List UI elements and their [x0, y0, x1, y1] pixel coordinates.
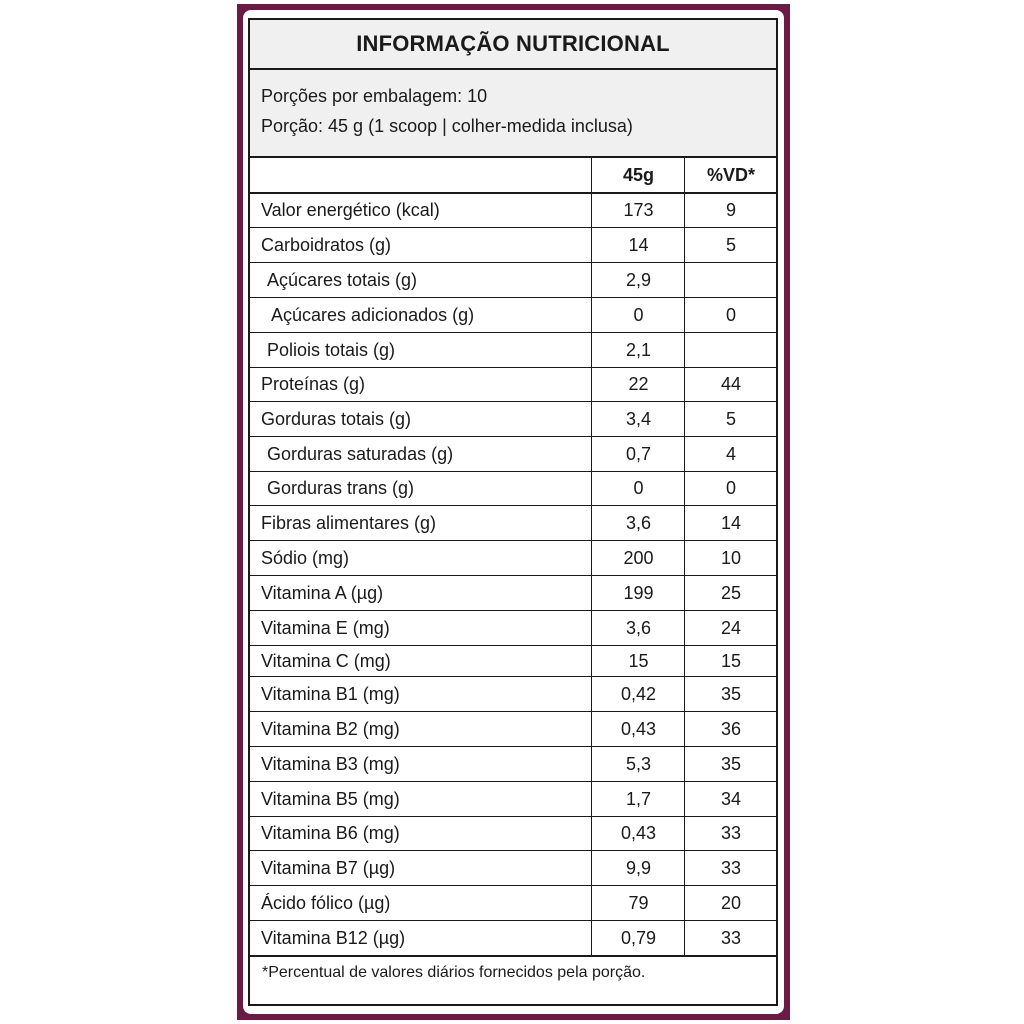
nutrient-daily-value: 34 [684, 782, 777, 816]
nutrient-name: Valor energético (kcal) [261, 200, 440, 220]
nutrient-amount: 0 [591, 298, 685, 332]
nutrient-daily-value [684, 333, 777, 367]
serving-size: Porção: 45 g (1 scoop | colher-medida inclusa) [261, 116, 633, 136]
nutrient-daily-value: 4 [684, 437, 777, 471]
table-row [250, 677, 776, 712]
nutrient-name: Açúcares adicionados (g) [271, 304, 475, 325]
nutrient-amount: 15 [591, 646, 685, 676]
table-row [250, 886, 776, 921]
nutrition-table [248, 18, 778, 1006]
portion-info [250, 70, 776, 158]
nutrient-amount: 200 [591, 541, 685, 575]
table-header-row [250, 158, 776, 194]
nutrient-name: Gorduras trans (g) [267, 478, 415, 498]
nutrient-amount: 5,3 [591, 747, 685, 781]
nutrient-amount: 2,1 [591, 333, 685, 367]
table-row [250, 576, 776, 611]
table-row [250, 506, 776, 541]
table-row [250, 298, 776, 333]
header-amount: 45g [591, 158, 685, 192]
nutrient-name: Vitamina B6 (mg) [261, 823, 400, 843]
nutrient-daily-value: 5 [684, 228, 777, 262]
nutrient-name: Carboidratos (g) [261, 234, 392, 255]
nutrient-daily-value: 0 [684, 298, 777, 332]
table-row [250, 402, 776, 437]
nutrient-name: Vitamina B12 (µg) [261, 927, 406, 948]
nutrient-amount: 173 [591, 194, 685, 227]
nutrient-daily-value [684, 263, 777, 297]
nutrient-amount: 3,6 [591, 506, 685, 540]
nutrient-amount: 14 [591, 228, 685, 262]
servings-per-package: Porções por embalagem: 10 [261, 86, 488, 106]
nutrient-daily-value: 35 [684, 747, 777, 781]
nutrient-daily-value: 5 [684, 402, 777, 436]
nutrient-daily-value: 9 [684, 194, 777, 227]
nutrient-amount: 0,43 [591, 712, 685, 746]
table-row [250, 782, 776, 817]
nutrient-daily-value: 25 [684, 576, 777, 610]
nutrient-amount: 1,7 [591, 782, 685, 816]
table-row [250, 611, 776, 646]
nutrient-name: Gorduras saturadas (g) [267, 443, 454, 464]
nutrient-name: Vitamina E (mg) [261, 617, 390, 638]
nutrient-amount: 199 [591, 576, 685, 610]
nutrient-amount: 2,9 [591, 263, 685, 297]
nutrient-name: Vitamina B5 (mg) [261, 788, 400, 809]
table-row [250, 194, 776, 228]
nutrient-name: Vitamina B1 (mg) [261, 683, 400, 704]
table-row [250, 921, 776, 957]
nutrient-amount: 79 [591, 886, 685, 920]
nutrient-daily-value: 33 [684, 851, 777, 885]
table-row [250, 333, 776, 368]
nutrient-name: Vitamina B3 (mg) [261, 753, 400, 774]
table-row [250, 472, 776, 506]
nutrient-name: Gorduras totais (g) [261, 408, 412, 429]
nutrient-amount: 0,7 [591, 437, 685, 471]
nutrient-amount: 22 [591, 368, 685, 401]
table-title: INFORMAÇÃO NUTRICIONAL [250, 20, 776, 70]
table-row [250, 437, 776, 472]
nutrient-name: Açúcares totais (g) [267, 269, 418, 290]
nutrient-daily-value: 0 [684, 472, 777, 505]
nutrient-name: Ácido fólico (µg) [261, 892, 391, 913]
table-row [250, 228, 776, 263]
header-daily-value: %VD* [684, 158, 777, 192]
nutrient-name: Poliois totais (g) [267, 339, 396, 360]
nutrient-name: Vitamina C (mg) [261, 650, 391, 671]
nutrient-daily-value: 44 [684, 368, 777, 401]
nutrient-amount: 0 [591, 472, 685, 505]
nutrient-name: Sódio (mg) [261, 547, 350, 568]
nutrient-daily-value: 33 [684, 817, 777, 850]
nutrient-daily-value: 36 [684, 712, 777, 746]
nutrient-daily-value: 14 [684, 506, 777, 540]
nutrient-amount: 3,6 [591, 611, 685, 645]
nutrient-amount: 3,4 [591, 402, 685, 436]
table-row [250, 368, 776, 402]
nutrient-daily-value: 20 [684, 886, 777, 920]
nutrient-name: Vitamina A (µg) [261, 582, 384, 603]
nutrient-name: Vitamina B2 (mg) [261, 718, 400, 739]
nutrient-amount: 0,42 [591, 677, 685, 711]
table-row [250, 646, 776, 677]
table-row [250, 541, 776, 576]
nutrient-daily-value: 15 [684, 646, 777, 676]
nutrient-amount: 0,43 [591, 817, 685, 850]
nutrient-grid [250, 158, 776, 957]
nutrient-name: Proteínas (g) [261, 374, 366, 394]
nutrient-daily-value: 24 [684, 611, 777, 645]
table-row [250, 263, 776, 298]
nutrient-daily-value: 35 [684, 677, 777, 711]
nutrient-name: Fibras alimentares (g) [261, 512, 437, 533]
table-row [250, 712, 776, 747]
footnote: *Percentual de valores diários fornecidos pela porção. [262, 964, 646, 981]
table-row [250, 851, 776, 886]
nutrient-amount: 0,79 [591, 921, 685, 955]
nutrient-name: Vitamina B7 (µg) [261, 857, 396, 878]
nutrient-amount: 9,9 [591, 851, 685, 885]
table-row [250, 747, 776, 782]
nutrient-daily-value: 10 [684, 541, 777, 575]
table-row [250, 817, 776, 851]
nutrient-daily-value: 33 [684, 921, 777, 955]
